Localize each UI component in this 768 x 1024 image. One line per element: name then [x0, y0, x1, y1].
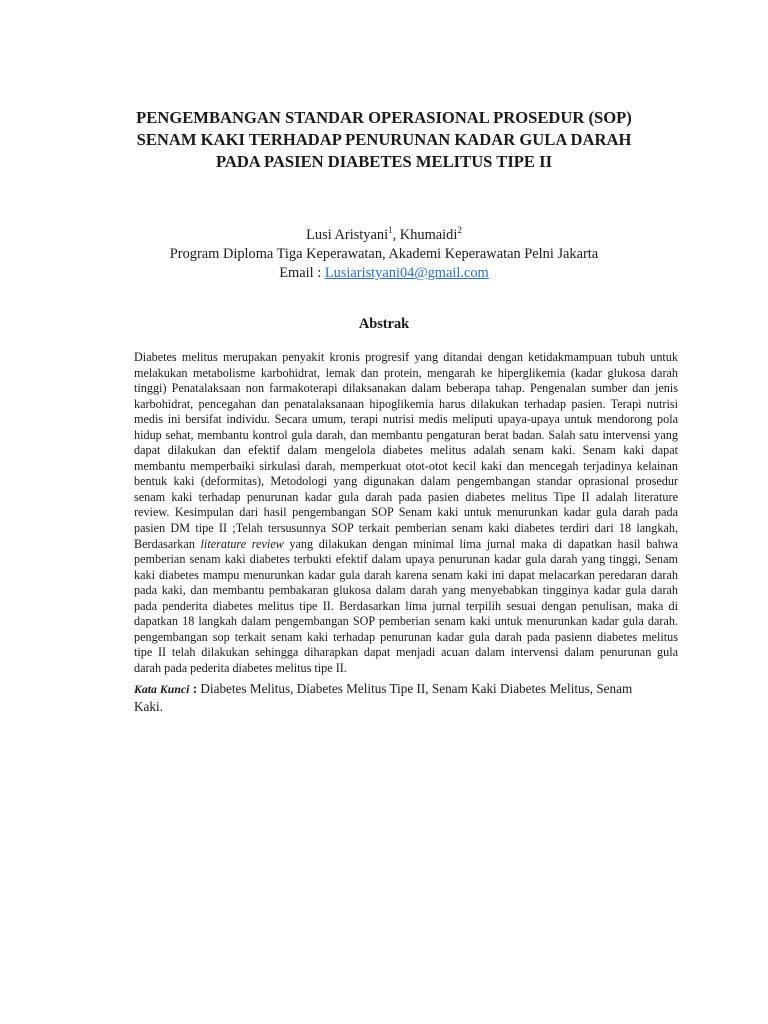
abstract-line: senam kaki terhadap penurunan kadar gula darah pada pasien diabetes melitus Tipe II adalah literature [134, 489, 678, 504]
abstract-text: Berdasarkan [134, 536, 201, 551]
email-label: Email : [279, 265, 325, 281]
abstract-line: pengembangan sop terkait senam kaki terhadap penurunan kadar gula darah pada pasienn diabetes melitus [134, 629, 678, 644]
abstract-text: yang dilakukan dengan minimal lima jurnal maka di dapatkan hasil bahwa [283, 536, 678, 551]
author-separator: , [392, 227, 400, 243]
abstract-line: membantu memperbaiki sirkulasi darah, memperkuat otot-otot kecil kaki dan mencegah terjadinya kelainan [134, 458, 678, 473]
abstract-line: pemberian senam kaki diabetes terbukti efektif dalam upaya penurunan kadar gula darah yang tinggi, Senam [134, 552, 678, 567]
keywords-text: Diabetes Melitus, Diabetes Melitus Tipe II, Senam Kaki Diabetes Melitus, Senam [200, 681, 633, 696]
keywords-label: Kata Kunci [134, 682, 190, 696]
keywords-line-2: Kaki. [134, 699, 163, 714]
abstract-line: melakukan metabolisme karbohidrat, lemak dan protein, mengarah ke hiperglikemia (kadar glukosa darah [134, 365, 678, 380]
abstract-line: darah pada pederita diabetes melitus tipe II. [134, 660, 347, 675]
title-line-2: SENAM KAKI TERHADAP PENURUNAN KADAR GULA DARAH [136, 130, 632, 149]
abstract-line [134, 537, 678, 553]
abstract-line: pasien DM tipe II ;Telah tersusunnya SOP terkait pemberian senam kaki diabetes terdiri dari 18 langkah, [134, 521, 678, 536]
title-line-3: PADA PASIEN DIABETES MELITUS TIPE II [215, 152, 553, 171]
affiliation: Program Diploma Tiga Keperawatan, Akademi Keperawatan Pelni Jakarta [169, 246, 599, 262]
abstract-line: kaki diabetes mampu menurunkan kadar gula darah karena senam kaki ini dapat melacarkan peredaran darah [134, 567, 678, 582]
abstract-line: Diabetes melitus merupakan penyakit kronis progresif yang ditandai dengan ketidakmampuan tubuh untuk [134, 350, 678, 364]
email-link[interactable]: Lusiaristyani04@gmail.com [324, 265, 489, 281]
abstract-line: dapat dilakukan dan efektif dalam mengelola diabetes melitus adalah senam kaki. Senam kaki dapat [134, 443, 678, 458]
abstract-line: tinggi) Penatalaksaan non farmakoterapi dilaksanakan dalam beberapa tahap. Pengenalan sumber dan jenis [134, 381, 678, 396]
paper-title [80, 107, 688, 173]
abstract-line: dapatkan 18 langkah dalam pengembangan SOP pemberian senam kaki untuk menurunkan kadar gula darah. [134, 614, 678, 629]
abstract-italic-term: literature review [200, 536, 284, 551]
author-1-affiliation-mark: 1 [388, 225, 393, 236]
abstract-line: tipe II telah dilakukan sehingga diharapkan dapat menjadi acuan dalam intervensi dalam penurunan gula [134, 645, 678, 660]
abstract-line: hidup sehat, membantu kontrol gula darah, dan membantu pengaturan berat badan. Salah satu intervensi yang [134, 427, 678, 442]
abstract-heading: Abstrak [358, 316, 410, 332]
abstract-line: karbohidrat, pencegahan dan penatalaksanaan hipoglikemia harus dilakukan terhadap pasien. Terapi nutrisi [134, 396, 678, 411]
author-2-affiliation-mark: 2 [457, 225, 462, 236]
abstract-line: medis ini bersifat individu. Secara umum, terapi nutrisi medis meliputi upaya-upaya untuk mendorong pola [134, 412, 678, 427]
keywords [134, 680, 678, 715]
author-1: Lusi Aristyani [306, 227, 389, 243]
abstract-body [134, 350, 678, 676]
keywords-line-1 [134, 680, 678, 698]
title-line-1: PENGEMBANGAN STANDAR OPERASIONAL PROSEDUR (SOP) [136, 108, 632, 127]
author-2: Khumaidi [399, 227, 458, 243]
abstract-line: pada penderita diabetes melitus tipe II. Berdasarkan lima jurnal terpilih sesuai dengan penulisan, maka di [134, 598, 678, 613]
abstract-line: review. Kesimpulan dari hasil pengembangan SOP Senam kaki untuk menurunkan kadar gula darah pada [134, 505, 678, 520]
keywords-colon: : [189, 681, 201, 696]
author-names [80, 226, 688, 245]
email-line [80, 264, 688, 283]
abstract-line: pada kaki, dan membantu pembakaran glukosa dalam darah yang menyebabkan tingginya kadar gula darah [134, 583, 678, 598]
author-block [80, 226, 688, 283]
abstract-line: bentuk kaki (deformitas), Metodologi yang digunakan dalam pengembangan standar oprasional prosedur [134, 474, 678, 489]
